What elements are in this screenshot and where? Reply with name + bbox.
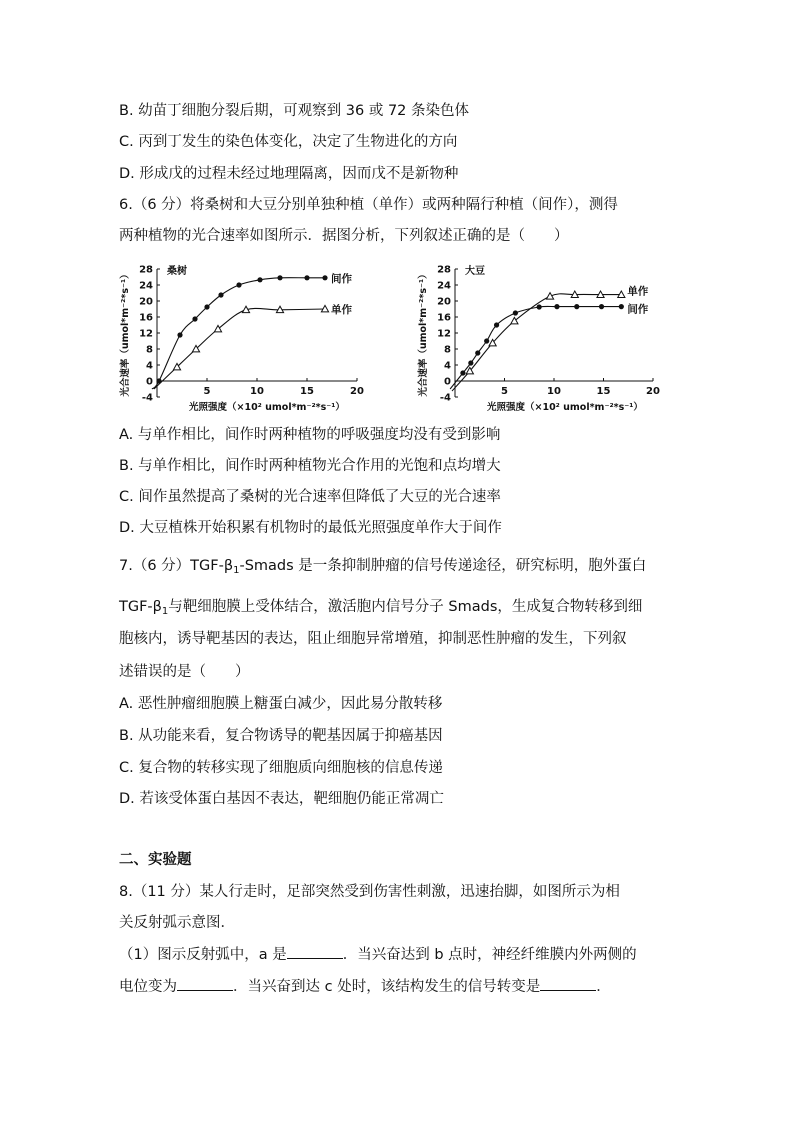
q8-text-4: ．当兴奋到达 c 处时，该结构发生的信号转变是: [233, 979, 541, 995]
y-tick-label: 4: [146, 360, 153, 372]
x-axis-label: 光照强度（×10² umol*m⁻²*s⁻¹）: [487, 402, 643, 413]
x-tick-label: 10: [547, 386, 561, 397]
q7-stem-part4: 与靶细胞膜上受体结合，激活胞内信号分子 Smads，生成复合物转移到细: [168, 599, 643, 615]
y-tick-label: 12: [139, 328, 153, 340]
y-tick-label: 16: [437, 312, 451, 324]
series-label: 间作: [627, 303, 649, 316]
y-tick-label: 24: [139, 280, 153, 292]
data-point: [513, 310, 518, 315]
x-tick-label: 10: [250, 386, 264, 397]
data-point: [192, 316, 197, 321]
data-point: [204, 304, 209, 309]
q7-subscript-2: 1: [161, 606, 169, 617]
series-line-0: [152, 278, 325, 389]
data-point: [218, 292, 223, 297]
data-point: [537, 304, 542, 309]
q7-stem-line2: [119, 597, 642, 622]
y-tick-label: 20: [437, 296, 451, 308]
y-tick-label: 16: [139, 312, 153, 324]
data-point: [322, 275, 327, 280]
y-tick-label: -4: [439, 392, 451, 404]
q8-stem-line1: 8.（11 分）某人行走时，足部突然受到伤害性刺激，迅速抬脚，如图所示为相: [119, 884, 620, 900]
q8-text-5: ．: [596, 979, 611, 995]
x-tick-label: 5: [501, 386, 508, 397]
q7-stem-line4: 述错误的是（ ）: [119, 664, 250, 680]
y-tick-label: 24: [437, 280, 451, 292]
q8-part1-line1: [119, 944, 637, 965]
answer-blank-potential[interactable]: [177, 976, 233, 991]
q8-part1-line2: [119, 976, 611, 997]
chart-title: 桑树: [167, 266, 187, 277]
data-point: [554, 304, 559, 309]
q8-stem-line2: 关反射弧示意图．: [119, 915, 235, 931]
series-label: 单作: [331, 304, 352, 316]
q7-stem-part1: 7.（6 分）TGF-β: [119, 558, 234, 574]
y-tick-label: 0: [146, 376, 153, 388]
data-point: [277, 275, 282, 280]
chart-soybean: [417, 264, 660, 413]
q6-option-d: D. 大豆植株开始积累有机物时的最低光照强度单作大于间作: [119, 520, 502, 536]
q7-option-d: D. 若该受体蛋白基因不表达，靶细胞仍能正常凋亡: [119, 791, 444, 807]
data-point: [236, 282, 241, 287]
prev-option-c: C. 丙到丁发生的染色体变化，决定了生物进化的方向: [119, 134, 458, 150]
x-tick-label: 15: [596, 386, 611, 397]
y-tick-label: 28: [437, 264, 451, 276]
chart-title: 大豆: [465, 266, 485, 277]
q7-stem-line3: 胞核内，诱导靶基因的表达，阻止细胞异常增殖，抑制恶性肿瘤的发生，下列叙: [119, 631, 627, 647]
x-axis-label: 光照强度（×10² umol*m⁻²*s⁻¹）: [189, 402, 345, 413]
q7-option-b: B. 从功能来看，复合物诱导的靶基因属于抑癌基因: [119, 728, 443, 744]
q7-option-a: A. 恶性肿瘤细胞膜上糖蛋白减少，因此易分散转移: [119, 696, 443, 712]
y-tick-label: -4: [141, 392, 153, 404]
data-point: [546, 293, 553, 299]
data-point: [574, 304, 579, 309]
q6-option-a: A. 与单作相比，间作时两种植物的呼吸强度均没有受到影响: [119, 427, 501, 443]
q6-figure: [115, 258, 675, 416]
prev-option-b: B. 幼苗丁细胞分裂后期，可观察到 36 或 72 条染色体: [119, 103, 470, 119]
y-axis-label: 光合速率（umol*m⁻²*s⁻¹）: [120, 269, 131, 397]
q8-text-2: ．当兴奋达到 b 点时，神经纤维膜内外两侧的: [342, 947, 637, 963]
data-point: [304, 275, 309, 280]
q8-text-1: （1）图示反射弧中，a 是: [119, 947, 287, 963]
q7-subscript-1: 1: [233, 565, 240, 576]
series-line-1: [450, 306, 621, 389]
data-point: [475, 350, 480, 355]
series-line-1: [154, 308, 325, 389]
x-tick-label: 20: [646, 386, 660, 397]
data-point: [177, 332, 182, 337]
data-point: [484, 338, 489, 343]
y-tick-label: 8: [146, 344, 153, 356]
q6-option-c: C. 间作虽然提高了桑树的光合速率但降低了大豆的光合速率: [119, 489, 501, 505]
series-line-0: [452, 294, 621, 391]
answer-blank-a[interactable]: [287, 944, 343, 959]
q6-stem-line2: 两种植物的光合速率如图所示．据图分析，下列叙述正确的是（ ）: [119, 228, 569, 244]
y-axis-label: 光合速率（umol*m⁻²*s⁻¹）: [418, 269, 429, 397]
y-tick-label: 4: [444, 360, 451, 372]
data-point: [257, 277, 262, 282]
data-point: [619, 304, 624, 309]
section-heading: 二、实验题: [119, 852, 192, 868]
series-label: 单作: [627, 285, 649, 298]
q7-stem-part2: -Smads 是一条抑制肿瘤的信号传递途径，研究标明，胞外蛋白: [239, 558, 647, 574]
q6-option-b: B. 与单作相比，间作时两种植物光合作用的光饱和点均增大: [119, 458, 501, 474]
prev-option-d: D. 形成戊的过程未经过地理隔离，因而戊不是新物种: [119, 166, 459, 182]
q6-stem-line1: 6.（6 分）将桑树和大豆分别单独种植（单作）或两种隔行种植（间作），测得: [119, 197, 618, 213]
data-point: [599, 304, 604, 309]
chart-mulberry: [119, 264, 364, 413]
x-tick-label: 20: [350, 386, 364, 397]
data-point: [494, 322, 499, 327]
y-tick-label: 8: [444, 344, 451, 356]
q7-stem-part3: TGF-β: [119, 599, 162, 615]
q7-option-c: C. 复合物的转移实现了细胞质向细胞核的信息传递: [119, 760, 443, 776]
q7-stem-line1: [119, 556, 646, 581]
data-point: [468, 360, 473, 365]
q8-text-3: 电位变为: [119, 979, 177, 995]
y-tick-label: 12: [437, 328, 451, 340]
y-tick-label: 0: [444, 376, 451, 388]
x-tick-label: 5: [203, 386, 211, 397]
answer-blank-signal[interactable]: [540, 976, 596, 991]
y-tick-label: 28: [139, 264, 153, 276]
x-tick-label: 15: [300, 386, 314, 397]
y-tick-label: 20: [139, 296, 153, 308]
data-point: [460, 370, 465, 375]
series-label: 间作: [331, 272, 352, 285]
